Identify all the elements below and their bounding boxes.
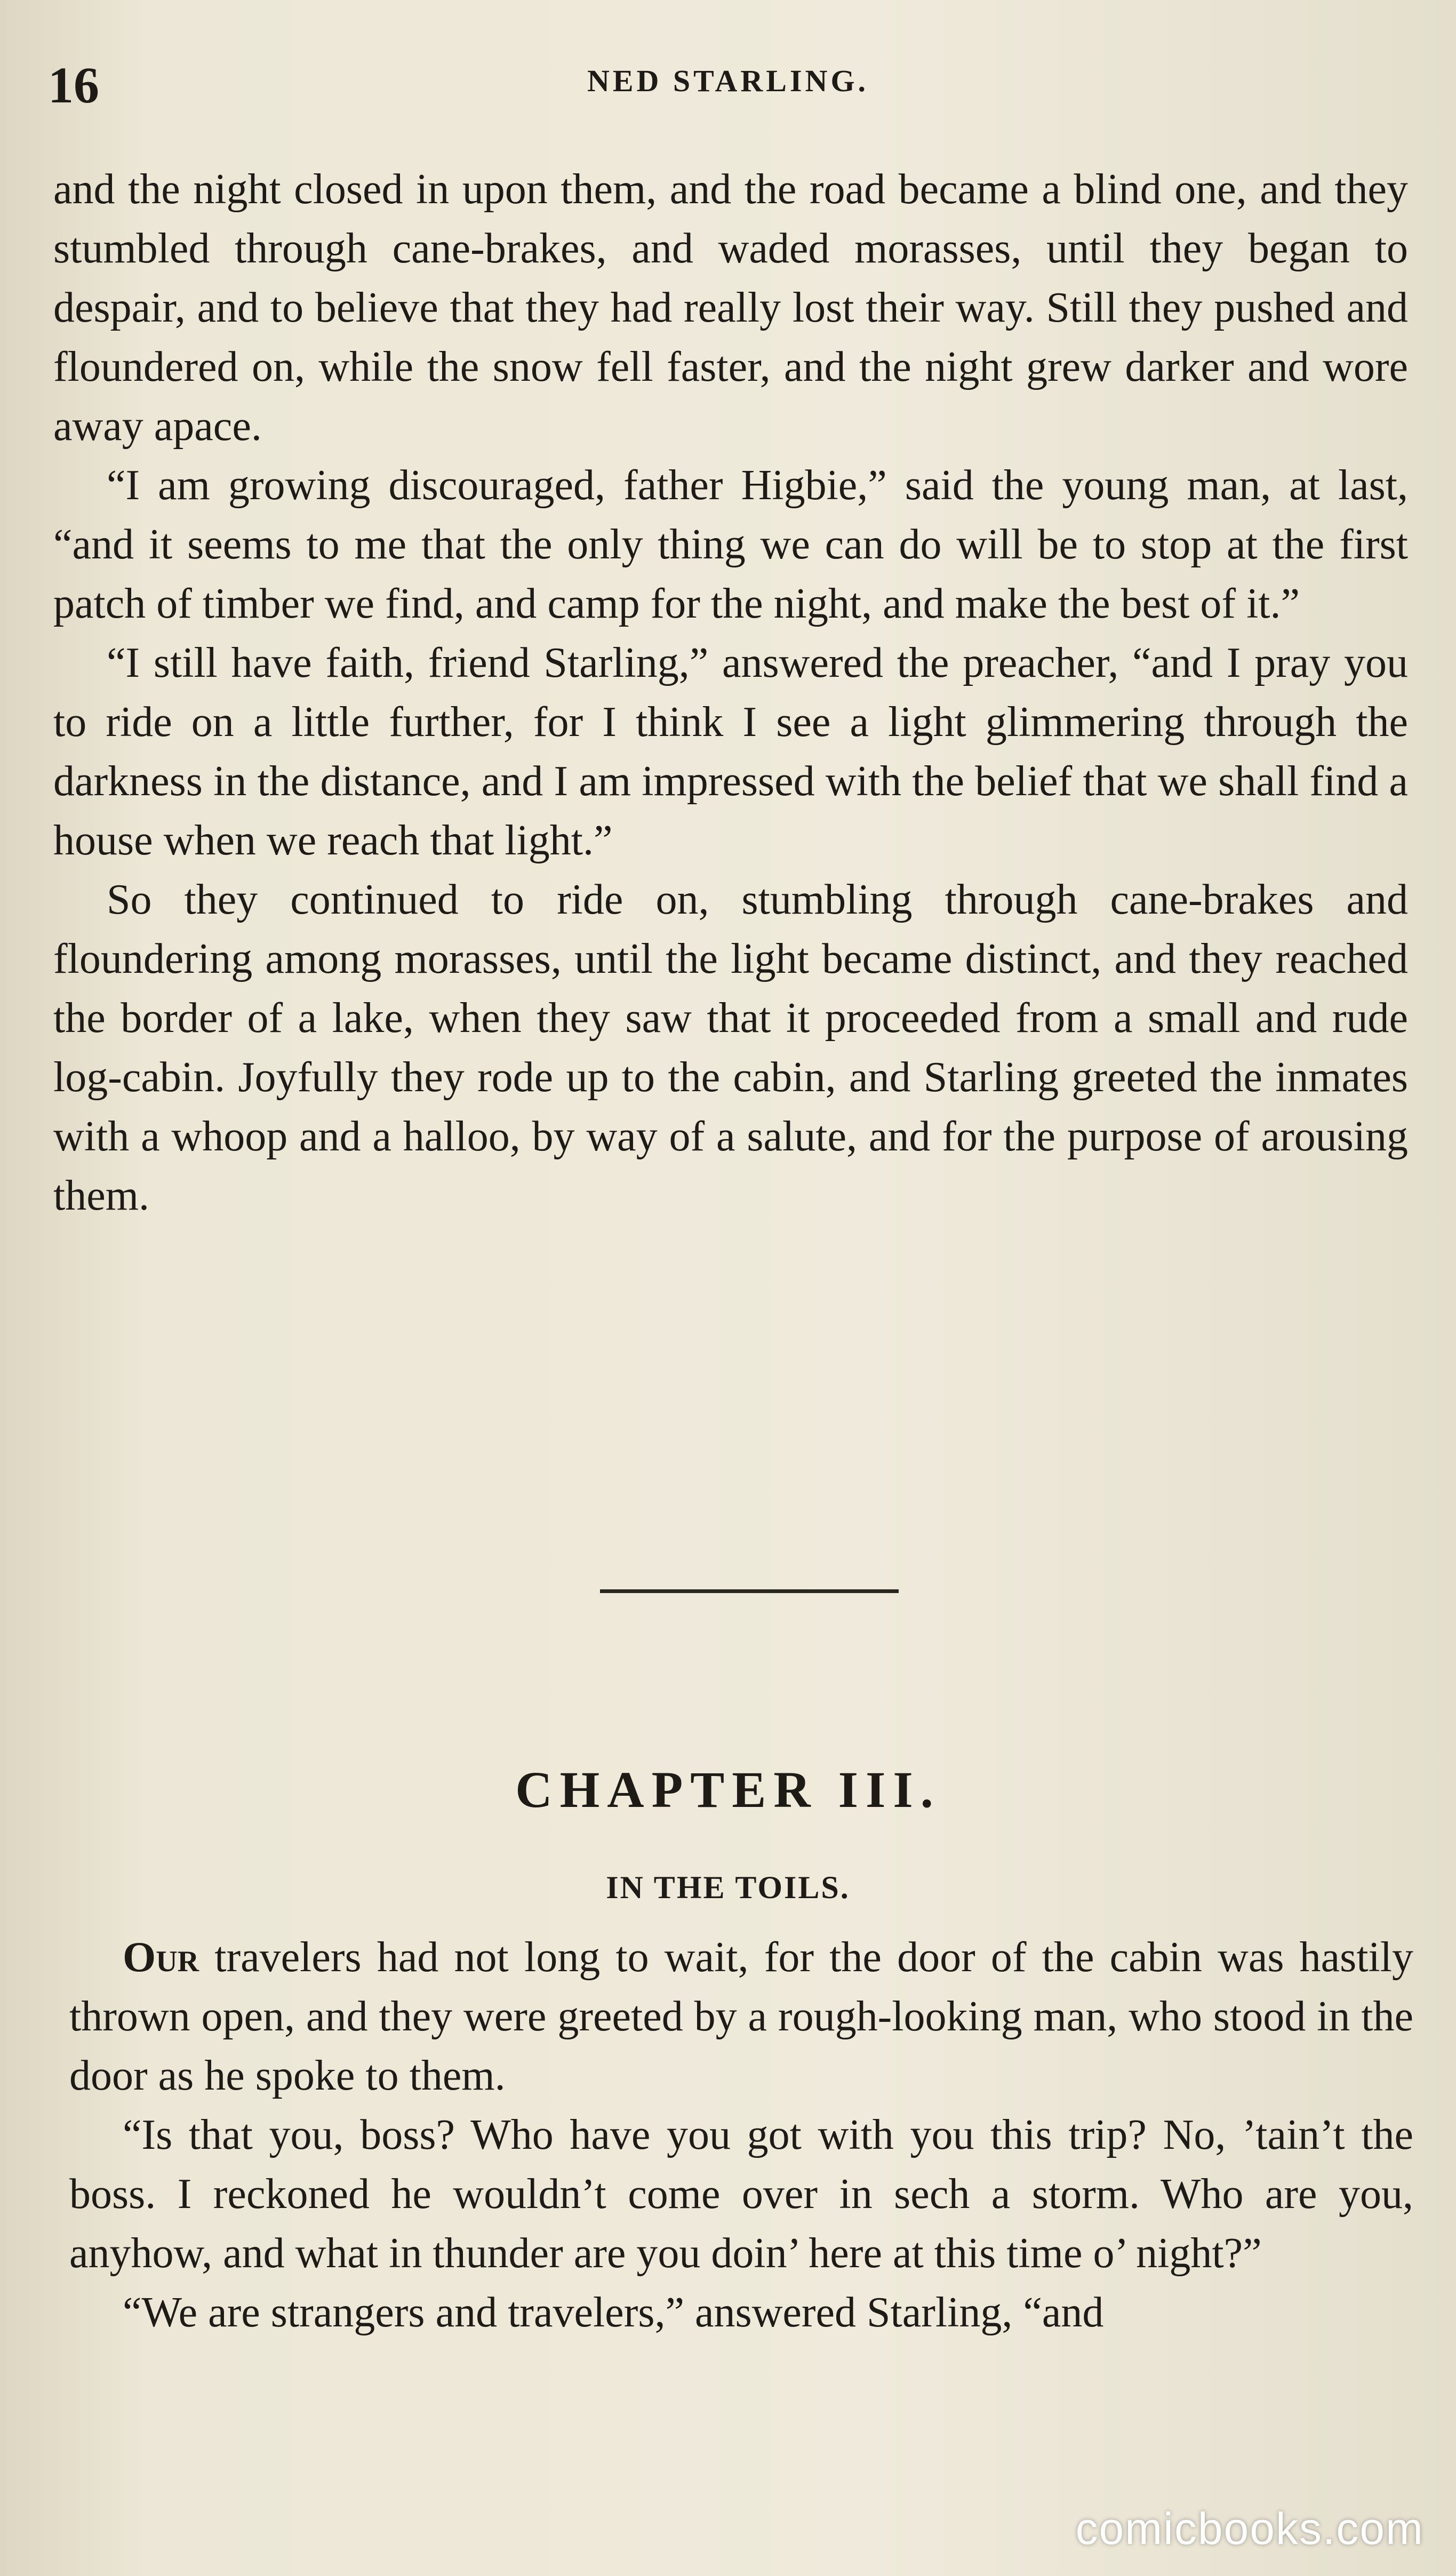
chapter-subtitle: IN THE TOILS. (606, 1870, 850, 1905)
body-text (53, 160, 1408, 1226)
page-number: 16 (48, 57, 99, 114)
paragraph: “Is that you, boss? Who have you got with you this trip? No, ’tain’t the boss. I reckoned he wouldn’t come over in sech a storm. Who are you, anyhow, and what in thunder are you doin’ here at this time o’ night?” (69, 2111, 1413, 2277)
paragraph: So they continued to ride on, stumbling through cane-brakes and floundering among morasses, until the light became distinct, and they reached the border of a lake, when they saw that it proceeded from a small and rude log-cabin. Joyfully they rode up to the cabin, and Starling greeted the inmates with a whoop and a halloo, by way of a salute, and for the purpose of arousing them. (53, 876, 1408, 1219)
section-divider (600, 1589, 899, 1593)
paragraph: “We are strangers and travelers,” answered Starling, “and (123, 2289, 1104, 2336)
first-word: Our (123, 1934, 199, 1981)
paragraph: and the night closed in upon them, and the road became a blind one, and they stumbled through cane-brakes, and waded morasses, until they began to despair, and to believe that they had really lost their way. Still they pushed and floundered on, while the snow fell faster, and the night grew darker and wore away apace. (53, 166, 1408, 450)
paragraph: “I am growing discouraged, father Higbie,” said the young man, at last, “and it seems to me that the only thing we can do will be to stop at the first patch of timber we find, and camp for the night, and make the best of it.” (53, 462, 1408, 627)
paragraph (69, 1928, 1413, 2106)
chapter-title: CHAPTER III. (515, 1761, 941, 1818)
paragraph-rest: travelers had not long to wait, for the door of the cabin was hastily thrown open, and they were greeted by a rough-looking man, who stood in the door as he spoke to them. (69, 1934, 1413, 2099)
chapter-text (69, 1928, 1413, 2342)
paragraph: “I still have faith, friend Starling,” answered the preacher, “and I pray you to ride on a little further, for I think I see a light glimmering through the darkness in the distance, and I am impressed with the belief that we shall find a house when we reach that light.” (53, 639, 1408, 864)
page-header (48, 53, 1408, 117)
watermark: comicbooks.com (1075, 2503, 1424, 2554)
running-head: NED STARLING. (587, 63, 869, 98)
